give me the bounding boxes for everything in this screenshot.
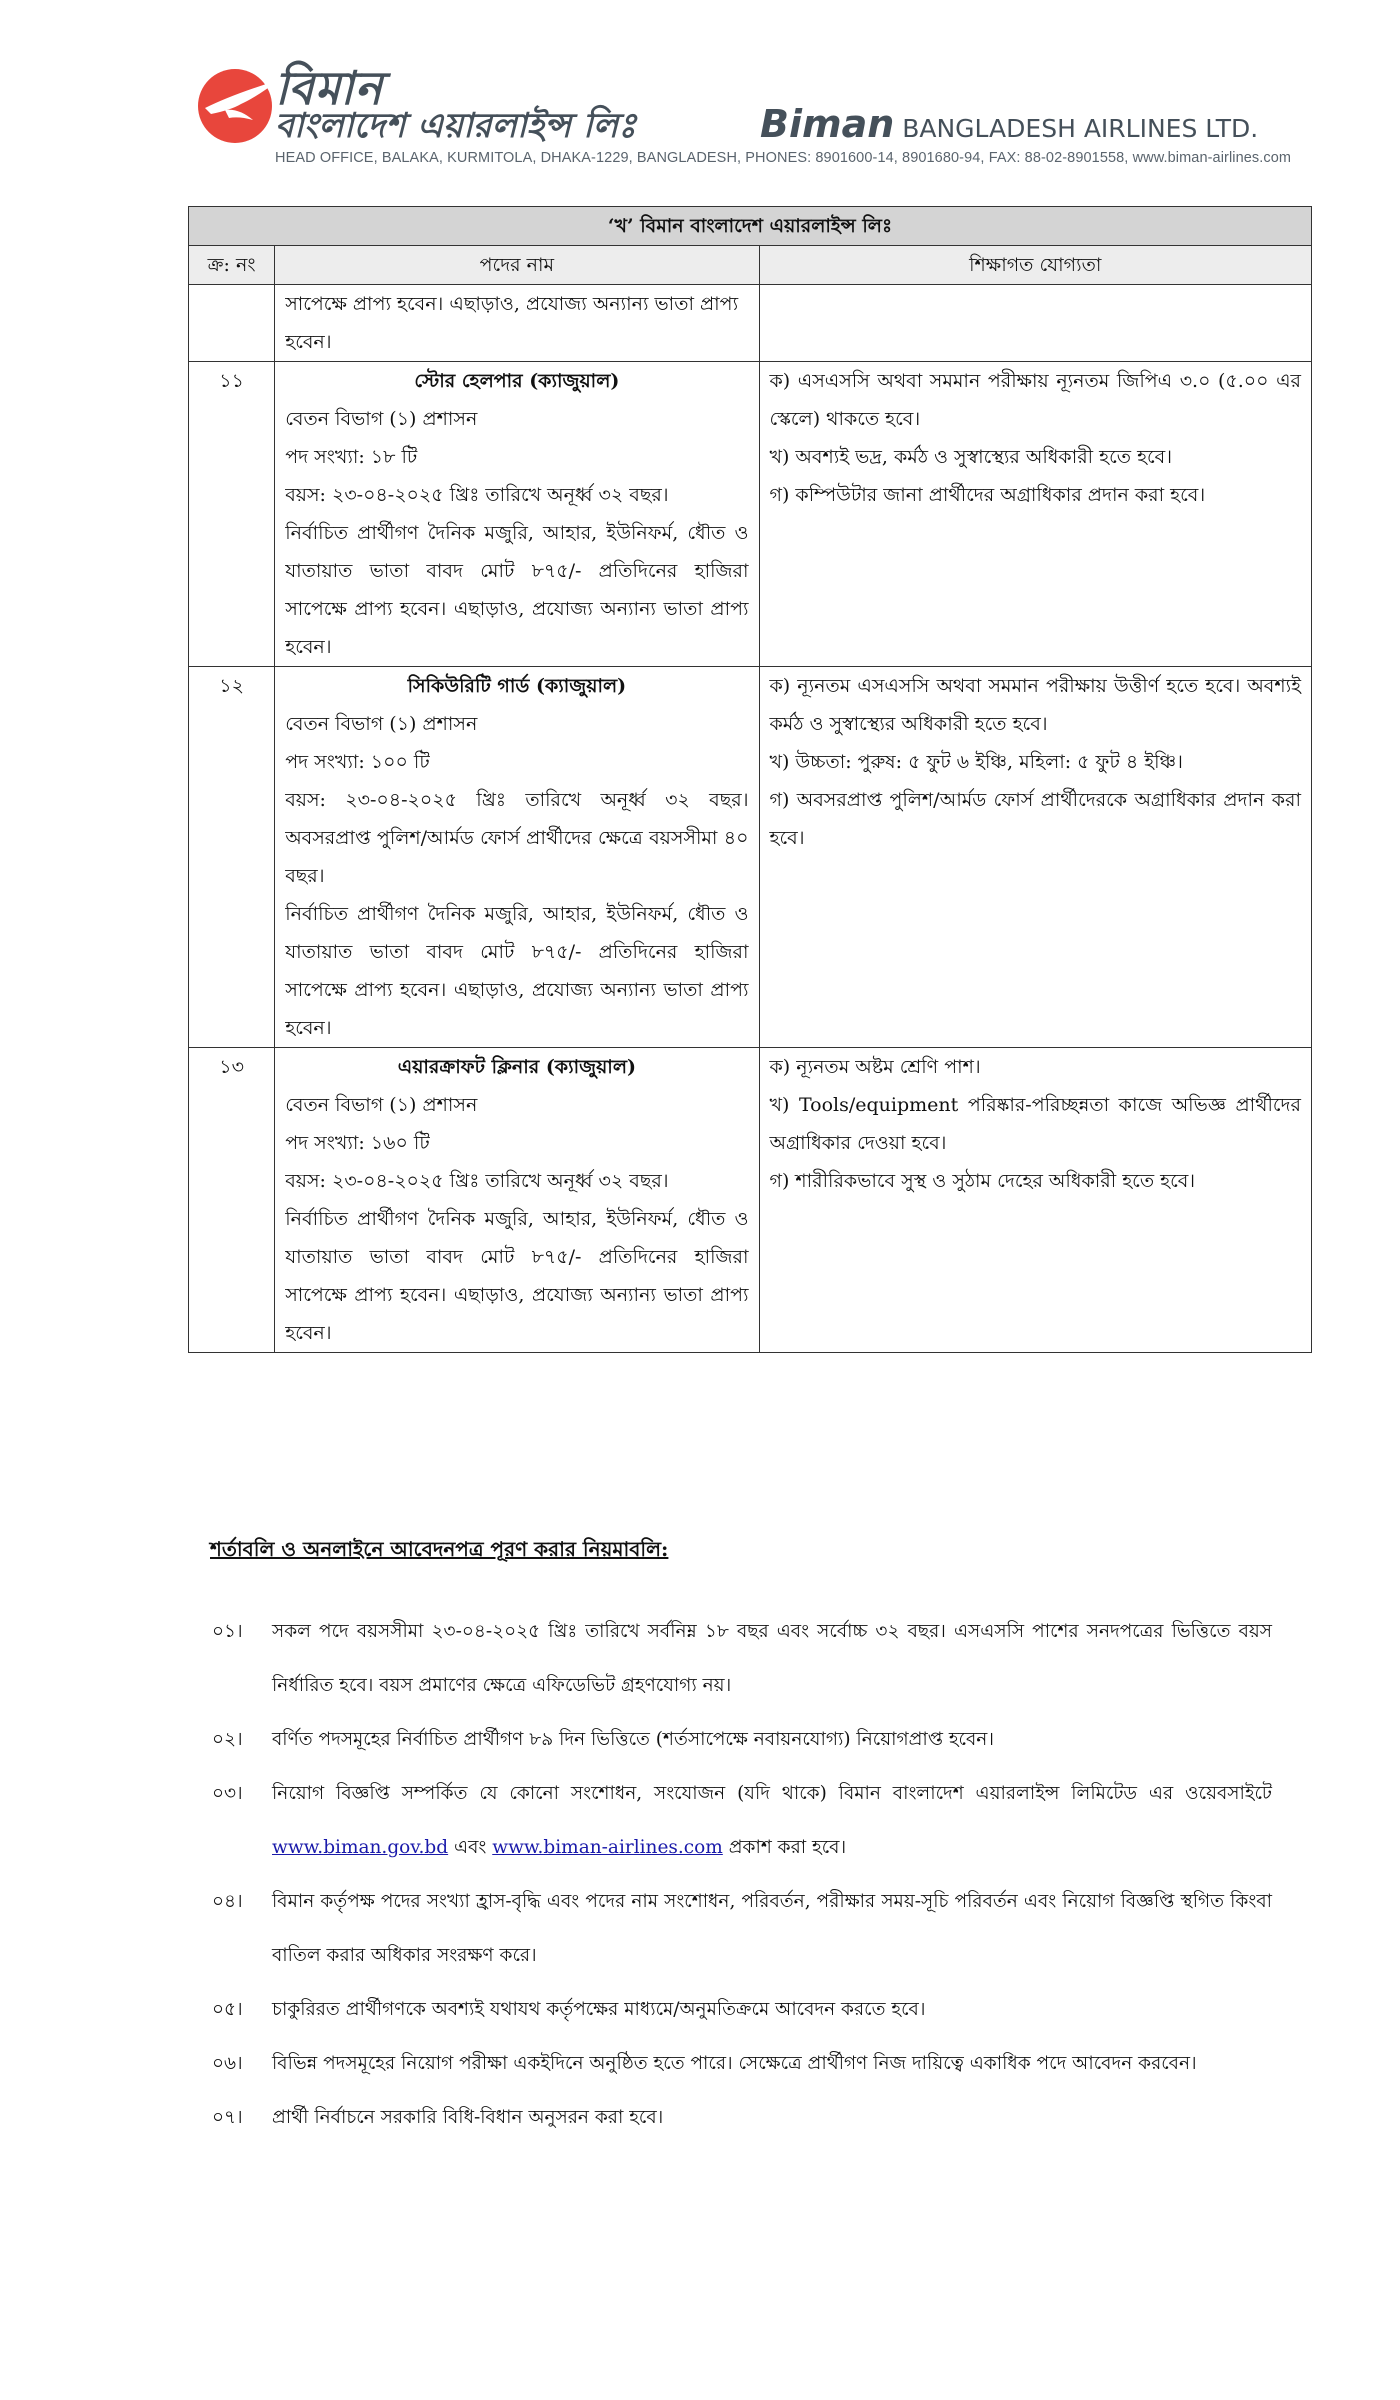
continued-line: সাপেক্ষে প্রাপ্য হবেন। এছাড়াও, প্রযোজ্য অন্যান্য ভাতা প্রাপ্য <box>285 293 739 315</box>
qualification: খ) উচ্চতা: পুরুষ: ৫ ফুট ৬ ইঞ্চি, মহিলা: ৫ ফুট ৪ ইঞ্চি। <box>769 751 1183 773</box>
table-row <box>189 362 1312 667</box>
term-text: প্রার্থী নির্বাচনে সরকারি বিধি-বিধান অনুসরন করা হবে। <box>272 2107 664 2128</box>
term-text: এবং <box>448 1837 493 1858</box>
terms-heading: শর্তাবলি ও অনলাইনে আবেদনপত্র পূরণ করার নিয়মাবলি: <box>210 1537 669 1561</box>
cell-post-continued <box>275 285 759 362</box>
list-item <box>212 1875 1272 1983</box>
list-item <box>212 1713 1272 1767</box>
brand-name-english: Biman <box>760 102 895 146</box>
qualification: ক) এসএসসি অথবা সমমান পরীক্ষায় ন্যূনতম জিপিএ ৩.০ (৫.০০ এর স্কেলে) থাকতে হবে। <box>769 370 1301 430</box>
table-title: ‘খ’ বিমান বাংলাদেশ এয়ারলাইন্স লিঃ <box>189 207 1312 246</box>
qualification: গ) কম্পিউটার জানা প্রার্থীদের অগ্রাধিকার প্রদান করা হবে। <box>769 484 1206 506</box>
cell-education <box>759 1048 1312 1353</box>
cell-serial: ১৩ <box>189 1048 275 1353</box>
post-detail: পদ সংখ্যা: ১৬০ টি <box>285 1132 430 1154</box>
cell-post <box>275 667 759 1048</box>
company-name-rest: BANGLADESH AIRLINES LTD. <box>894 114 1259 143</box>
table-header-row <box>189 246 1312 285</box>
header-post-name: পদের নাম <box>275 246 759 285</box>
post-title: এয়ারক্রাফট ক্লিনার (ক্যাজুয়াল) <box>397 1056 636 1078</box>
list-item <box>212 2037 1272 2091</box>
posts-table <box>188 206 1312 1353</box>
list-item <box>212 2091 1272 2145</box>
post-detail: নির্বাচিত প্রার্থীগণ দৈনিক মজুরি, আহার, ইউনিফর্ম, ধৌত ও যাতায়াত ভাতা বাবদ মোট ৮৭৫/- প্রতিদিনের হাজিরা সাপেক্ষে প্রাপ্য হবেন। এছাড়াও, প্রযোজ্য অন্যান্য ভাতা প্রাপ্য হবেন। <box>285 522 749 658</box>
brand-name-bangla: বিমান <box>275 61 384 115</box>
cell-post <box>275 1048 759 1353</box>
term-text: সকল পদে বয়সসীমা ২৩-০৪-২০২৫ খ্রিঃ তারিখে সর্বনিম্ন ১৮ বছর এবং সর্বোচ্চ ৩২ বছর। এসএসসি পাশের সনদপত্রের ভিত্তিতে বয়স নির্ধারিত হবে। বয়স প্রমাণের ক্ষেত্রে এফিডেভিট গ্রহণযোগ্য নয়। <box>272 1621 1272 1696</box>
post-detail: পদ সংখ্যা: ১৮ টি <box>285 446 418 468</box>
post-detail: পদ সংখ্যা: ১০০ টি <box>285 751 430 773</box>
post-title: স্টোর হেলপার (ক্যাজুয়াল) <box>414 370 620 392</box>
cell-education <box>759 285 1312 362</box>
term-text: বিভিন্ন পদসমূহের নিয়োগ পরীক্ষা একইদিনে অনুষ্ঠিত হতে পারে। সেক্ষেত্রে প্রার্থীগণ নিজ দায়িত্বে একাধিক পদে আবেদন করবেন। <box>272 2053 1197 2074</box>
table-title-row <box>189 207 1312 246</box>
company-name-bangla: বাংলাদেশ এয়ারলাইন্স লিঃ <box>275 106 637 146</box>
post-detail: বয়স: ২৩-০৪-২০২৫ খ্রিঃ তারিখে অনূর্ধ্ব ৩২ বছর। <box>285 484 669 506</box>
cell-post <box>275 362 759 667</box>
qualification: ক) ন্যূনতম এসএসসি অথবা সমমান পরীক্ষায় উত্তীর্ণ হতে হবে। অবশ্যই কর্মঠ ও সুস্বাস্থ্যের অধিকারী হতে হবে। <box>769 675 1301 735</box>
term-number: ০১। <box>212 1621 243 1642</box>
term-number: ০৬। <box>212 2053 243 2074</box>
term-number: ০২। <box>212 1729 243 1750</box>
biman-airlines-link[interactable]: www.biman-airlines.com <box>492 1837 723 1858</box>
term-number: ০৭। <box>212 2107 243 2128</box>
qualification: খ) অবশ্যই ভদ্র, কর্মঠ ও সুস্বাস্থ্যের অধিকারী হতে হবে। <box>769 446 1173 468</box>
terms-list <box>212 1605 1272 2145</box>
term-text: নিয়োগ বিজ্ঞপ্তি সম্পর্কিত যে কোনো সংশোধন, সংযোজন (যদি থাকে) বিমান বাংলাদেশ এয়ারলাইন্স লিমিটেড এর ওয়েবসাইটে <box>272 1783 1272 1804</box>
table-row <box>189 1048 1312 1353</box>
term-number: ০৫। <box>212 1999 243 2020</box>
qualification: গ) অবসরপ্রাপ্ত পুলিশ/আর্মড ফোর্স প্রার্থীদেরকে অগ্রাধিকার প্রদান করা হবে। <box>769 789 1301 849</box>
term-text: চাকুরিরত প্রার্থীগণকে অবশ্যই যথাযথ কর্তৃপক্ষের মাধ্যমে/অনুমতিক্রমে আবেদন করতে হবে। <box>272 1999 926 2020</box>
list-item <box>212 1767 1272 1875</box>
post-detail: বেতন বিভাগ (১) প্রশাসন <box>285 408 478 430</box>
term-number: ০৪। <box>212 1891 243 1912</box>
post-detail: নির্বাচিত প্রার্থীগণ দৈনিক মজুরি, আহার, ইউনিফর্ম, ধৌত ও যাতায়াত ভাতা বাবদ মোট ৮৭৫/- প্রতিদিনের হাজিরা সাপেক্ষে প্রাপ্য হবেন। এছাড়াও, প্রযোজ্য অন্যান্য ভাতা প্রাপ্য হবেন। <box>285 1208 749 1344</box>
table-row-continued <box>189 285 1312 362</box>
term-text: বর্ণিত পদসমূহের নির্বাচিত প্রার্থীগণ ৮৯ দিন ভিত্তিতে (শর্তসাপেক্ষে নবায়নযোগ্য) নিয়োগপ্রাপ্ত হবেন। <box>272 1729 994 1750</box>
cell-education <box>759 667 1312 1048</box>
qualification: গ) শারীরিকভাবে সুস্থ ও সুঠাম দেহের অধিকারী হতে হবে। <box>769 1170 1196 1192</box>
term-number: ০৩। <box>212 1783 243 1804</box>
list-item <box>212 1983 1272 2037</box>
letterhead <box>195 60 1292 170</box>
biman-logo-icon <box>195 64 285 144</box>
table-row <box>189 667 1312 1048</box>
post-title: সিকিউরিটি গার্ড (ক্যাজুয়াল) <box>407 675 627 697</box>
list-item <box>212 1605 1272 1713</box>
biman-gov-link[interactable]: www.biman.gov.bd <box>272 1837 449 1858</box>
company-name-english <box>760 102 1258 146</box>
head-office-address: HEAD OFFICE, BALAKA, KURMITOLA, DHAKA-1229, BANGLADESH, PHONES: 8901600-14, 8901680-94, FAX: 88-02-8901558, www.biman-airlines.com <box>275 150 1292 166</box>
qualification: ক) ন্যূনতম অষ্টম শ্রেণি পাশ। <box>769 1056 981 1078</box>
cell-serial: ১২ <box>189 667 275 1048</box>
header-education: শিক্ষাগত যোগ্যতা <box>759 246 1312 285</box>
term-text: বিমান কর্তৃপক্ষ পদের সংখ্যা হ্রাস-বৃদ্ধি এবং পদের নাম সংশোধন, পরিবর্তন, পরীক্ষার সময়-সূচি পরিবর্তন এবং নিয়োগ বিজ্ঞপ্তি স্থগিত কিংবা বাতিল করার অধিকার সংরক্ষণ করে। <box>272 1891 1272 1966</box>
header-serial: ক্র: নং <box>189 246 275 285</box>
post-detail: বয়স: ২৩-০৪-২০২৫ খ্রিঃ তারিখে অনূর্ধ্ব ৩২ বছর। <box>285 1170 669 1192</box>
cell-serial <box>189 285 275 362</box>
post-detail: বেতন বিভাগ (১) প্রশাসন <box>285 1094 478 1116</box>
post-detail: বয়স: ২৩-০৪-২০২৫ খ্রিঃ তারিখে অনূর্ধ্ব ৩২ বছর। অবসরপ্রাপ্ত পুলিশ/আর্মড ফোর্স প্রার্থীদের ক্ষেত্রে বয়সসীমা ৪০ বছর। <box>285 789 749 887</box>
qualification: খ) Tools/equipment পরিষ্কার-পরিচ্ছন্নতা কাজে অভিজ্ঞ প্রার্থীদের অগ্রাধিকার দেওয়া হবে। <box>769 1094 1301 1154</box>
cell-education <box>759 362 1312 667</box>
continued-line: হবেন। <box>285 331 332 353</box>
term-text: প্রকাশ করা হবে। <box>722 1837 847 1858</box>
post-detail: বেতন বিভাগ (১) প্রশাসন <box>285 713 478 735</box>
cell-serial: ১১ <box>189 362 275 667</box>
post-detail: নির্বাচিত প্রার্থীগণ দৈনিক মজুরি, আহার, ইউনিফর্ম, ধৌত ও যাতায়াত ভাতা বাবদ মোট ৮৭৫/- প্রতিদিনের হাজিরা সাপেক্ষে প্রাপ্য হবেন। এছাড়াও, প্রযোজ্য অন্যান্য ভাতা প্রাপ্য হবেন। <box>285 903 749 1039</box>
